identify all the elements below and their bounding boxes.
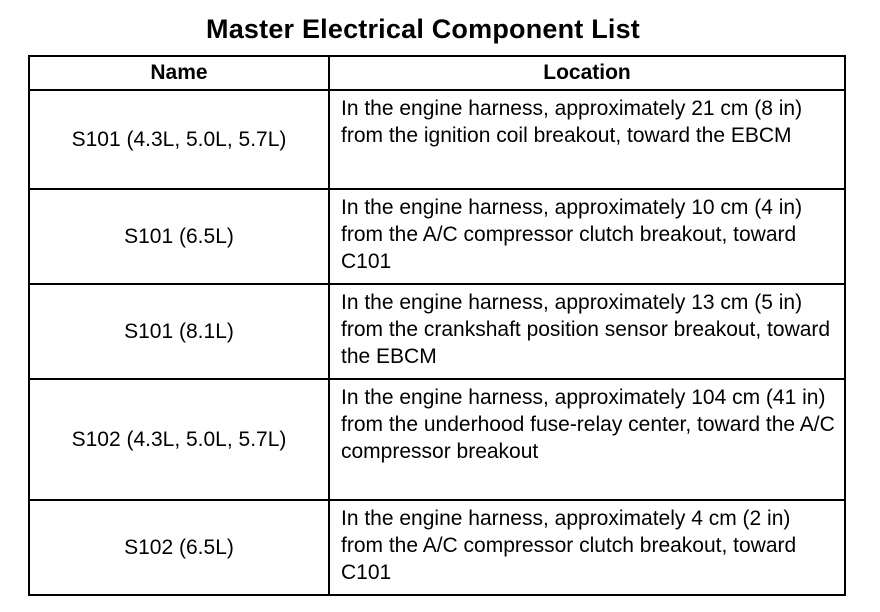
table-row xyxy=(29,379,845,500)
column-header-name: Name xyxy=(29,56,329,90)
component-name: S101 (8.1L) xyxy=(29,284,329,379)
table-row xyxy=(29,189,845,284)
component-table xyxy=(28,55,846,596)
component-name: S101 (4.3L, 5.0L, 5.7L) xyxy=(29,90,329,189)
table-row xyxy=(29,500,845,595)
component-location: In the engine harness, approximately 10 cm (4 in) from the A/C compressor clutch breakout, toward C101 xyxy=(329,189,845,284)
component-location: In the engine harness, approximately 104 cm (41 in) from the underhood fuse-relay center, toward the A/C compressor breakout xyxy=(329,379,845,500)
component-name: S101 (6.5L) xyxy=(29,189,329,284)
page-title: Master Electrical Component List xyxy=(206,14,640,44)
table-row xyxy=(29,284,845,379)
table-row xyxy=(29,90,845,189)
component-name: S102 (6.5L) xyxy=(29,500,329,595)
component-name: S102 (4.3L, 5.0L, 5.7L) xyxy=(29,379,329,500)
column-header-location: Location xyxy=(329,56,845,90)
component-location: In the engine harness, approximately 21 cm (8 in) from the ignition coil breakout, toward the EBCM xyxy=(329,90,845,189)
component-location: In the engine harness, approximately 4 cm (2 in) from the A/C compressor clutch breakout, toward C101 xyxy=(329,500,845,595)
table-header-row xyxy=(29,56,845,90)
component-location: In the engine harness, approximately 13 cm (5 in) from the crankshaft position sensor breakout, toward the EBCM xyxy=(329,284,845,379)
